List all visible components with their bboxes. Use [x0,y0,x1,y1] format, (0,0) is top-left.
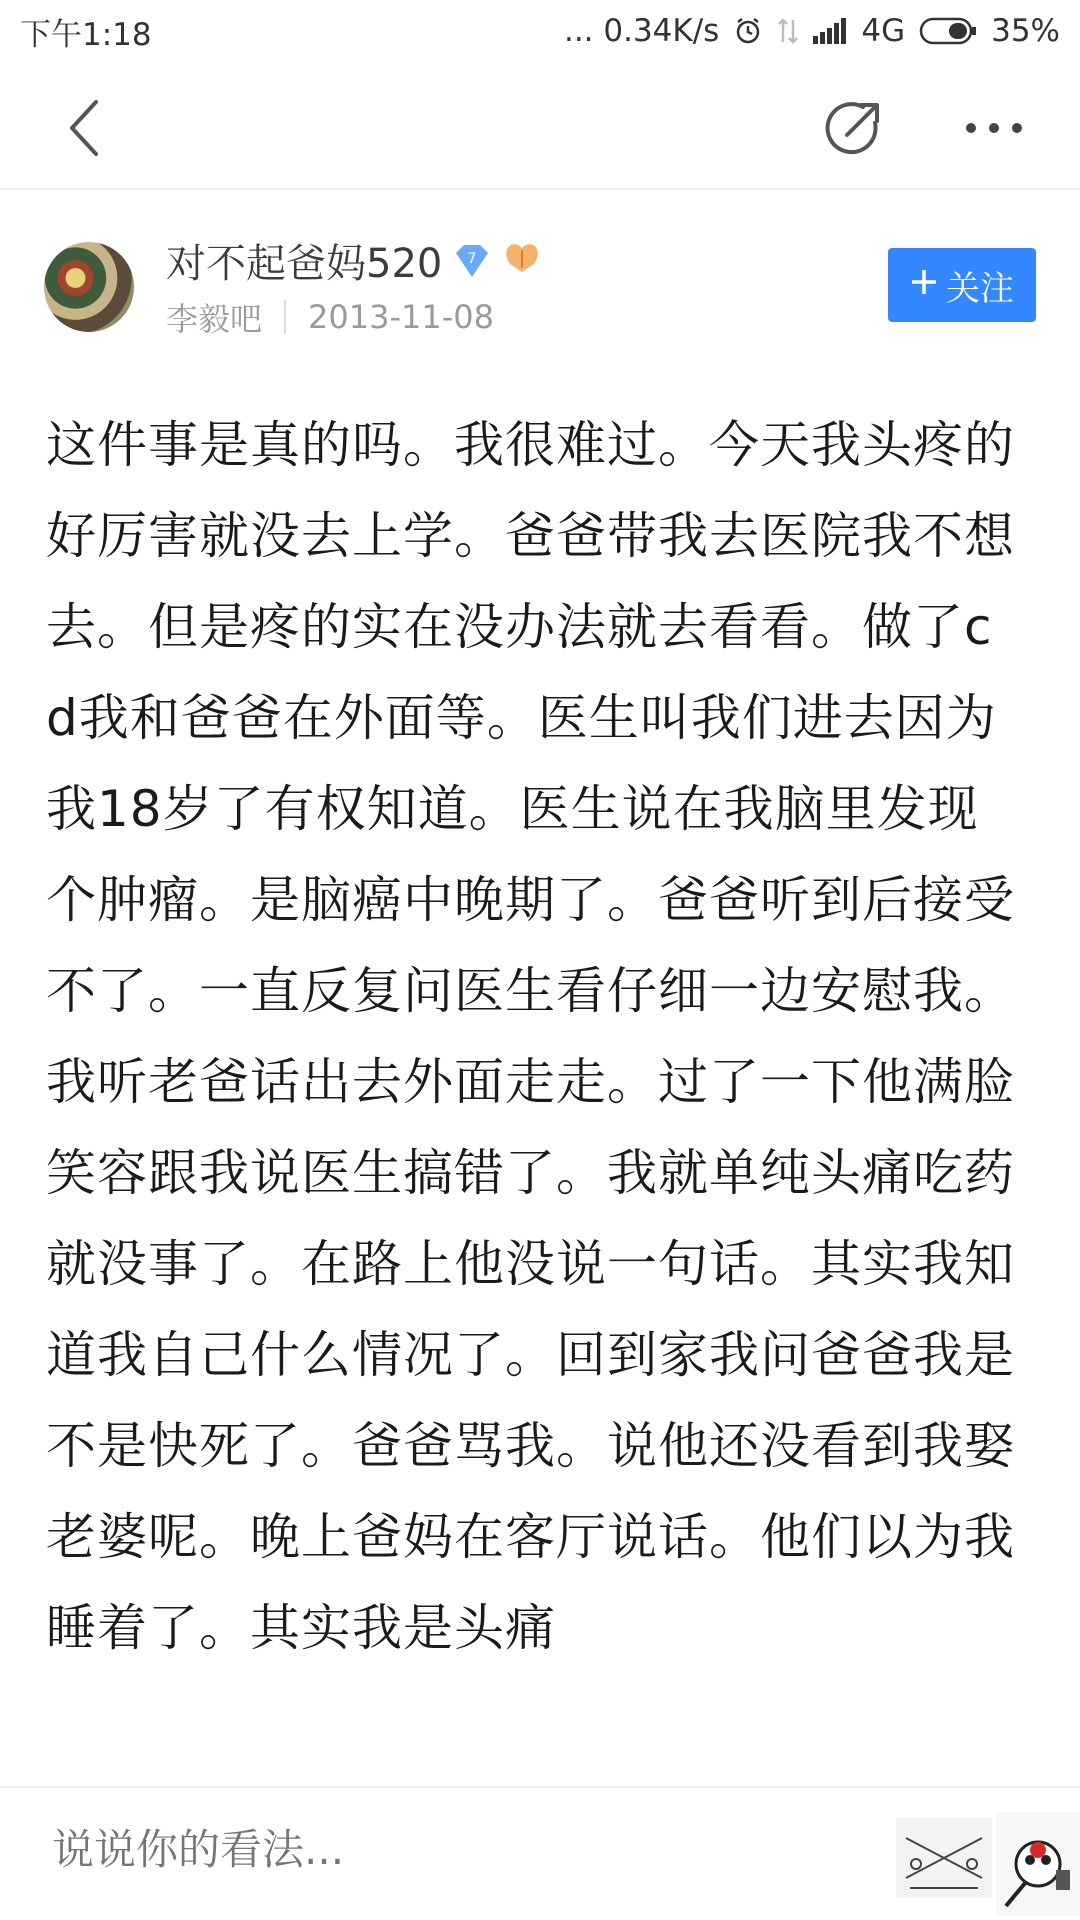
author-name[interactable]: 对不起爸妈520 [166,241,443,287]
comment-input[interactable] [50,1824,654,1875]
member-badge-icon [502,238,542,284]
status-bar [0,0,1080,62]
network-speed: ... 0.34K/s [563,13,720,49]
battery-icon [919,17,977,45]
emoji-sticker[interactable] [996,1812,1080,1916]
signal-icon [813,18,847,44]
data-transfer-icon [777,16,799,46]
author-header [0,190,1080,370]
avatar[interactable] [44,242,134,332]
network-type: 4G [861,13,906,49]
battery-level: 35% [991,13,1060,49]
plus-icon [910,265,938,305]
alarm-icon [733,16,763,46]
back-chevron-icon [64,98,104,158]
sticker-drawing-icon [896,1818,992,1898]
panda-sticker-icon [996,1812,1080,1916]
share-button[interactable] [816,90,892,166]
meta-divider [284,300,286,334]
follow-button[interactable] [888,248,1036,322]
author-name-row [166,232,542,289]
comment-bar [0,1786,1080,1920]
level-badge-icon [452,243,492,279]
more-button[interactable] [956,90,1032,166]
post-date: 2013-11-08 [308,298,494,336]
back-button[interactable] [46,90,122,166]
forum-name[interactable]: 李毅吧 [166,300,263,338]
status-time: 下午1:18 [20,16,152,53]
sticker-thumbnail[interactable] [896,1818,992,1898]
nav-bar [0,62,1080,190]
more-dots-icon [964,121,1024,135]
share-icon [823,97,885,159]
post-content: 这件事是真的吗。我很难过。今天我头疼的好厉害就没去上学。爸爸带我去医院我不想去。但是疼的实在没办法就去看看。做了cd我和爸爸在外面等。医生叫我们进去因为我18岁了有权知道。医生说在我脑里发现个肿瘤。是脑癌中晚期了。爸爸听到后接受不了。一直反复问医生看仔细一边安慰我。我听老爸话出去外面走走。过了一下他满脸笑容跟我说医生搞错了。我就单纯头痛吃药就没事了。在路上他没说一句话。其实我知道我自己什么情况了。回到家我问爸爸我是不是快死了。爸爸骂我。说他还没看到我娶老婆呢。晚上爸妈在客厅说话。他们以为我睡着了。其实我是头痛 [46,416,1015,1657]
level-number: 7 [467,250,477,267]
post-meta [166,294,494,340]
status-icons [564,13,1060,49]
follow-label: 关注 [946,268,1014,309]
